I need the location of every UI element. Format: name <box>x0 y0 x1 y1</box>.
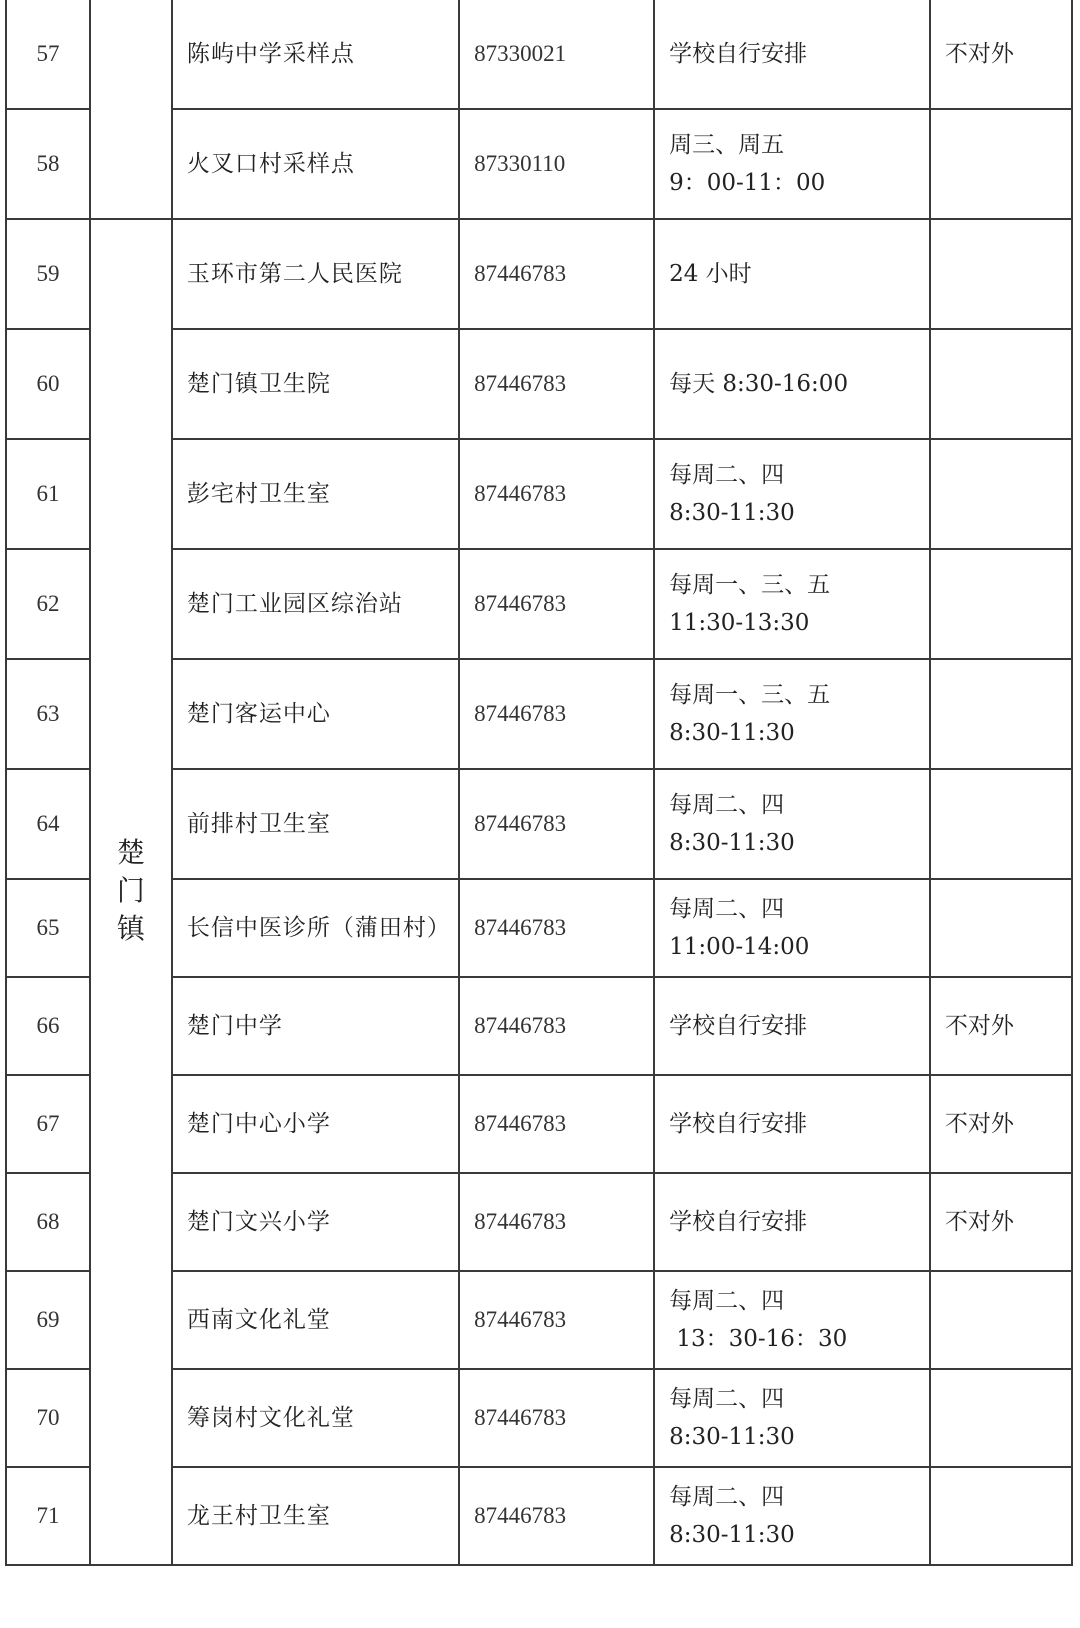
opening-hours <box>654 769 930 879</box>
note <box>930 1467 1072 1565</box>
hours-line: 8:30-11:30 <box>669 830 795 856</box>
hours-line: 8:30-11:30 <box>669 1522 795 1548</box>
opening-hours <box>654 879 930 977</box>
note <box>930 439 1072 549</box>
note <box>930 1369 1072 1467</box>
sampling-sites-table <box>5 0 1073 1566</box>
opening-hours <box>654 549 930 659</box>
hours-line: 每周二、四 <box>669 462 785 488</box>
note: 不对外 <box>930 1173 1072 1271</box>
opening-hours <box>654 1369 930 1467</box>
site-name: 楚门镇卫生院 <box>172 329 459 439</box>
hours-line: 每周二、四 <box>669 1288 785 1314</box>
hours-line: 学校自行安排 <box>669 41 808 67</box>
row-number: 62 <box>6 549 90 659</box>
opening-hours <box>654 1075 930 1173</box>
hours-line: 每周二、四 <box>669 792 785 818</box>
phone-number: 87330110 <box>459 109 654 219</box>
hours-line: 每周一、三、五 <box>669 682 831 708</box>
hours-line: 每周二、四 <box>669 896 785 922</box>
hours-line: 13：30-16：30 <box>669 1326 848 1352</box>
site-name: 火叉口村采样点 <box>172 109 459 219</box>
row-number: 66 <box>6 977 90 1075</box>
town-cell <box>90 219 172 1565</box>
town-label: 楚门镇 <box>116 836 145 945</box>
phone-number: 87330021 <box>459 0 654 109</box>
hours-line: 8:30-11:30 <box>669 500 795 526</box>
site-name: 楚门工业园区综治站 <box>172 549 459 659</box>
phone-number: 87446783 <box>459 329 654 439</box>
note <box>930 659 1072 769</box>
hours-line: 24 小时 <box>669 261 752 287</box>
note: 不对外 <box>930 977 1072 1075</box>
phone-number: 87446783 <box>459 769 654 879</box>
town-cell <box>90 0 172 219</box>
phone-number: 87446783 <box>459 439 654 549</box>
note <box>930 549 1072 659</box>
row-number: 68 <box>6 1173 90 1271</box>
phone-number: 87446783 <box>459 1369 654 1467</box>
opening-hours <box>654 977 930 1075</box>
phone-number: 87446783 <box>459 977 654 1075</box>
hours-line: 学校自行安排 <box>669 1111 808 1137</box>
row-number: 60 <box>6 329 90 439</box>
site-name: 楚门中心小学 <box>172 1075 459 1173</box>
hours-line: 每周二、四 <box>669 1386 785 1412</box>
site-name: 楚门中学 <box>172 977 459 1075</box>
row-number: 59 <box>6 219 90 329</box>
hours-line: 每周一、三、五 <box>669 572 831 598</box>
row-number: 64 <box>6 769 90 879</box>
opening-hours <box>654 1173 930 1271</box>
hours-line: 11:00-14:00 <box>669 934 810 960</box>
opening-hours <box>654 219 930 329</box>
hours-line: 8:30-11:30 <box>669 1424 795 1450</box>
phone-number: 87446783 <box>459 879 654 977</box>
hours-line: 11:30-13:30 <box>669 610 810 636</box>
phone-number: 87446783 <box>459 1271 654 1369</box>
opening-hours <box>654 329 930 439</box>
row-number: 63 <box>6 659 90 769</box>
phone-number: 87446783 <box>459 659 654 769</box>
hours-line: 9：00-11：00 <box>669 170 826 196</box>
site-name: 陈屿中学采样点 <box>172 0 459 109</box>
opening-hours <box>654 659 930 769</box>
site-name: 彭宅村卫生室 <box>172 439 459 549</box>
opening-hours <box>654 0 930 109</box>
hours-line: 学校自行安排 <box>669 1209 808 1235</box>
site-name: 玉环市第二人民医院 <box>172 219 459 329</box>
opening-hours <box>654 1467 930 1565</box>
row-number: 70 <box>6 1369 90 1467</box>
site-name: 楚门客运中心 <box>172 659 459 769</box>
hours-line: 学校自行安排 <box>669 1013 808 1039</box>
opening-hours <box>654 109 930 219</box>
row-number: 61 <box>6 439 90 549</box>
note: 不对外 <box>930 1075 1072 1173</box>
site-name: 龙王村卫生室 <box>172 1467 459 1565</box>
row-number: 57 <box>6 0 90 109</box>
phone-number: 87446783 <box>459 1173 654 1271</box>
phone-number: 87446783 <box>459 549 654 659</box>
note: 不对外 <box>930 0 1072 109</box>
phone-number: 87446783 <box>459 1075 654 1173</box>
table-body <box>6 0 1072 1565</box>
site-name: 长信中医诊所（蒲田村） <box>172 879 459 977</box>
row-number: 67 <box>6 1075 90 1173</box>
row-number: 69 <box>6 1271 90 1369</box>
note <box>930 1271 1072 1369</box>
note <box>930 219 1072 329</box>
phone-number: 87446783 <box>459 219 654 329</box>
table-row <box>6 0 1072 109</box>
note <box>930 329 1072 439</box>
row-number: 58 <box>6 109 90 219</box>
row-number: 65 <box>6 879 90 977</box>
note <box>930 769 1072 879</box>
opening-hours <box>654 1271 930 1369</box>
hours-line: 每周二、四 <box>669 1484 785 1510</box>
site-name: 筹岗村文化礼堂 <box>172 1369 459 1467</box>
note <box>930 109 1072 219</box>
note <box>930 879 1072 977</box>
site-name: 前排村卫生室 <box>172 769 459 879</box>
row-number: 71 <box>6 1467 90 1565</box>
hours-line: 周三、周五 <box>669 132 785 158</box>
opening-hours <box>654 439 930 549</box>
site-name: 楚门文兴小学 <box>172 1173 459 1271</box>
hours-line: 每天 8:30-16:00 <box>669 371 849 397</box>
table-row <box>6 219 1072 329</box>
phone-number: 87446783 <box>459 1467 654 1565</box>
site-name: 西南文化礼堂 <box>172 1271 459 1369</box>
hours-line: 8:30-11:30 <box>669 720 795 746</box>
